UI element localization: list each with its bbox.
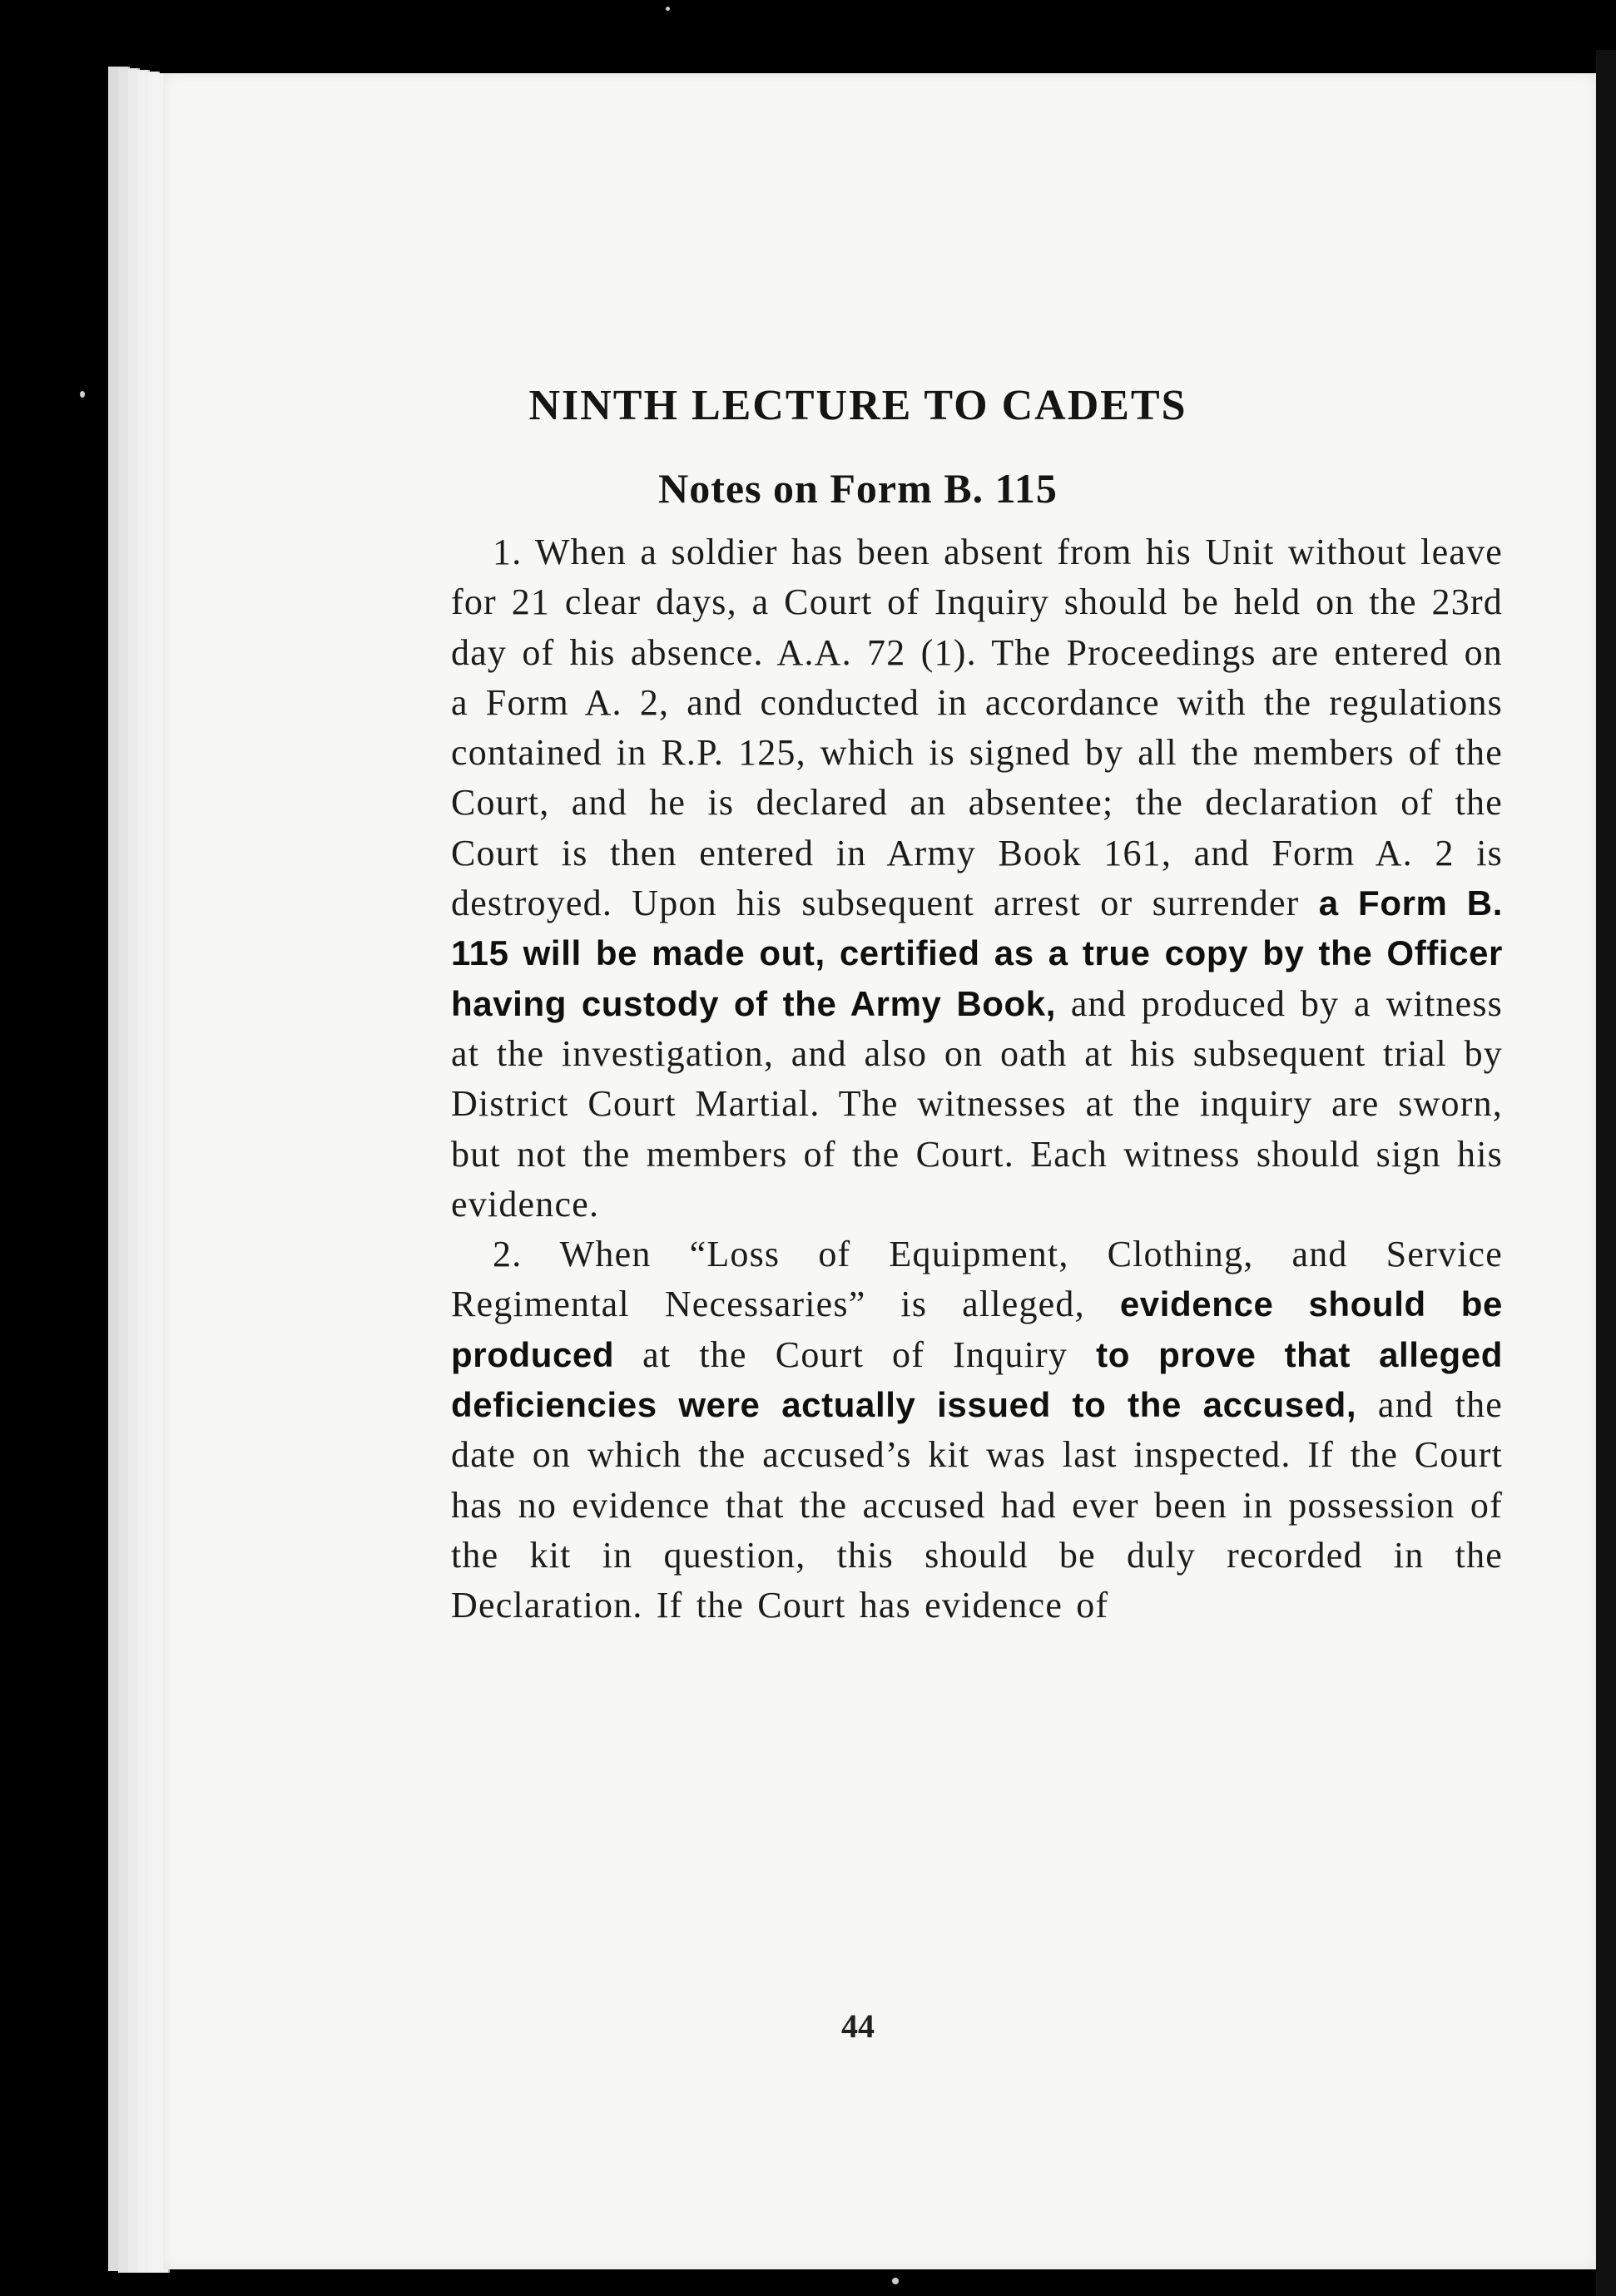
paragraph-2-emphasis: evidence should be produced xyxy=(451,1284,1503,1374)
paragraph-1-text: 1. When a soldier has been absent from his Unit without leave for 21 clear days, a Court of Inquiry should be held on the 23rd day of his absence. A.A. 72 (1). The Proceedings are entered on a Form A. 2, and conducted in accordance with the regulations contained in R.P. 125, which is signed by all the members of the Court, and he is declared an absentee; the declaration of the Court is then entered in Army Book 161, and Form A. 2 is destroyed. Upon his subsequent arrest or surrender xyxy=(451,532,1503,924)
paragraph-1-text-continued: and produced by a witness at the investigation, and also on oath at his subsequent trial by District Court Martial. The witnesses at the inquiry are sworn, but not the members of the Court. Each witness should sign his evidence. xyxy=(451,982,1503,1225)
paragraph-2-text-final: and the date on which the accused’s kit was last inspected. If the Court has no evidence that the accused had ever been in possession of the kit in question, this should be duly recorded in the Declaration. If the Court has evidence of xyxy=(451,1384,1503,1626)
paragraph-1-emphasis: a Form B. 115 will be made out, certified as a true copy by the Officer having custody of the Army Book, xyxy=(451,883,1503,1023)
lecture-subtitle: Notes on Form B. 115 xyxy=(658,465,1058,512)
page-number: 44 xyxy=(841,2007,875,2045)
scan-speck xyxy=(892,2278,899,2284)
paragraph-1 xyxy=(451,527,1503,1230)
lecture-body xyxy=(451,527,1503,1631)
paragraph-2-text-continued: at the Court of Inquiry xyxy=(614,1334,1097,1375)
paragraph-2 xyxy=(451,1230,1503,1630)
lecture-title: NINTH LECTURE TO CADETS xyxy=(528,382,1187,429)
paragraph-2-text: 2. When “Loss of Equipment, Clothing, and Service Regimental Necessaries” is alleged, xyxy=(451,1234,1503,1325)
paragraph-2-emphasis-second: to prove that alleged deficiencies were actually issued to the accused, xyxy=(451,1334,1503,1425)
scan-speck xyxy=(666,7,670,11)
